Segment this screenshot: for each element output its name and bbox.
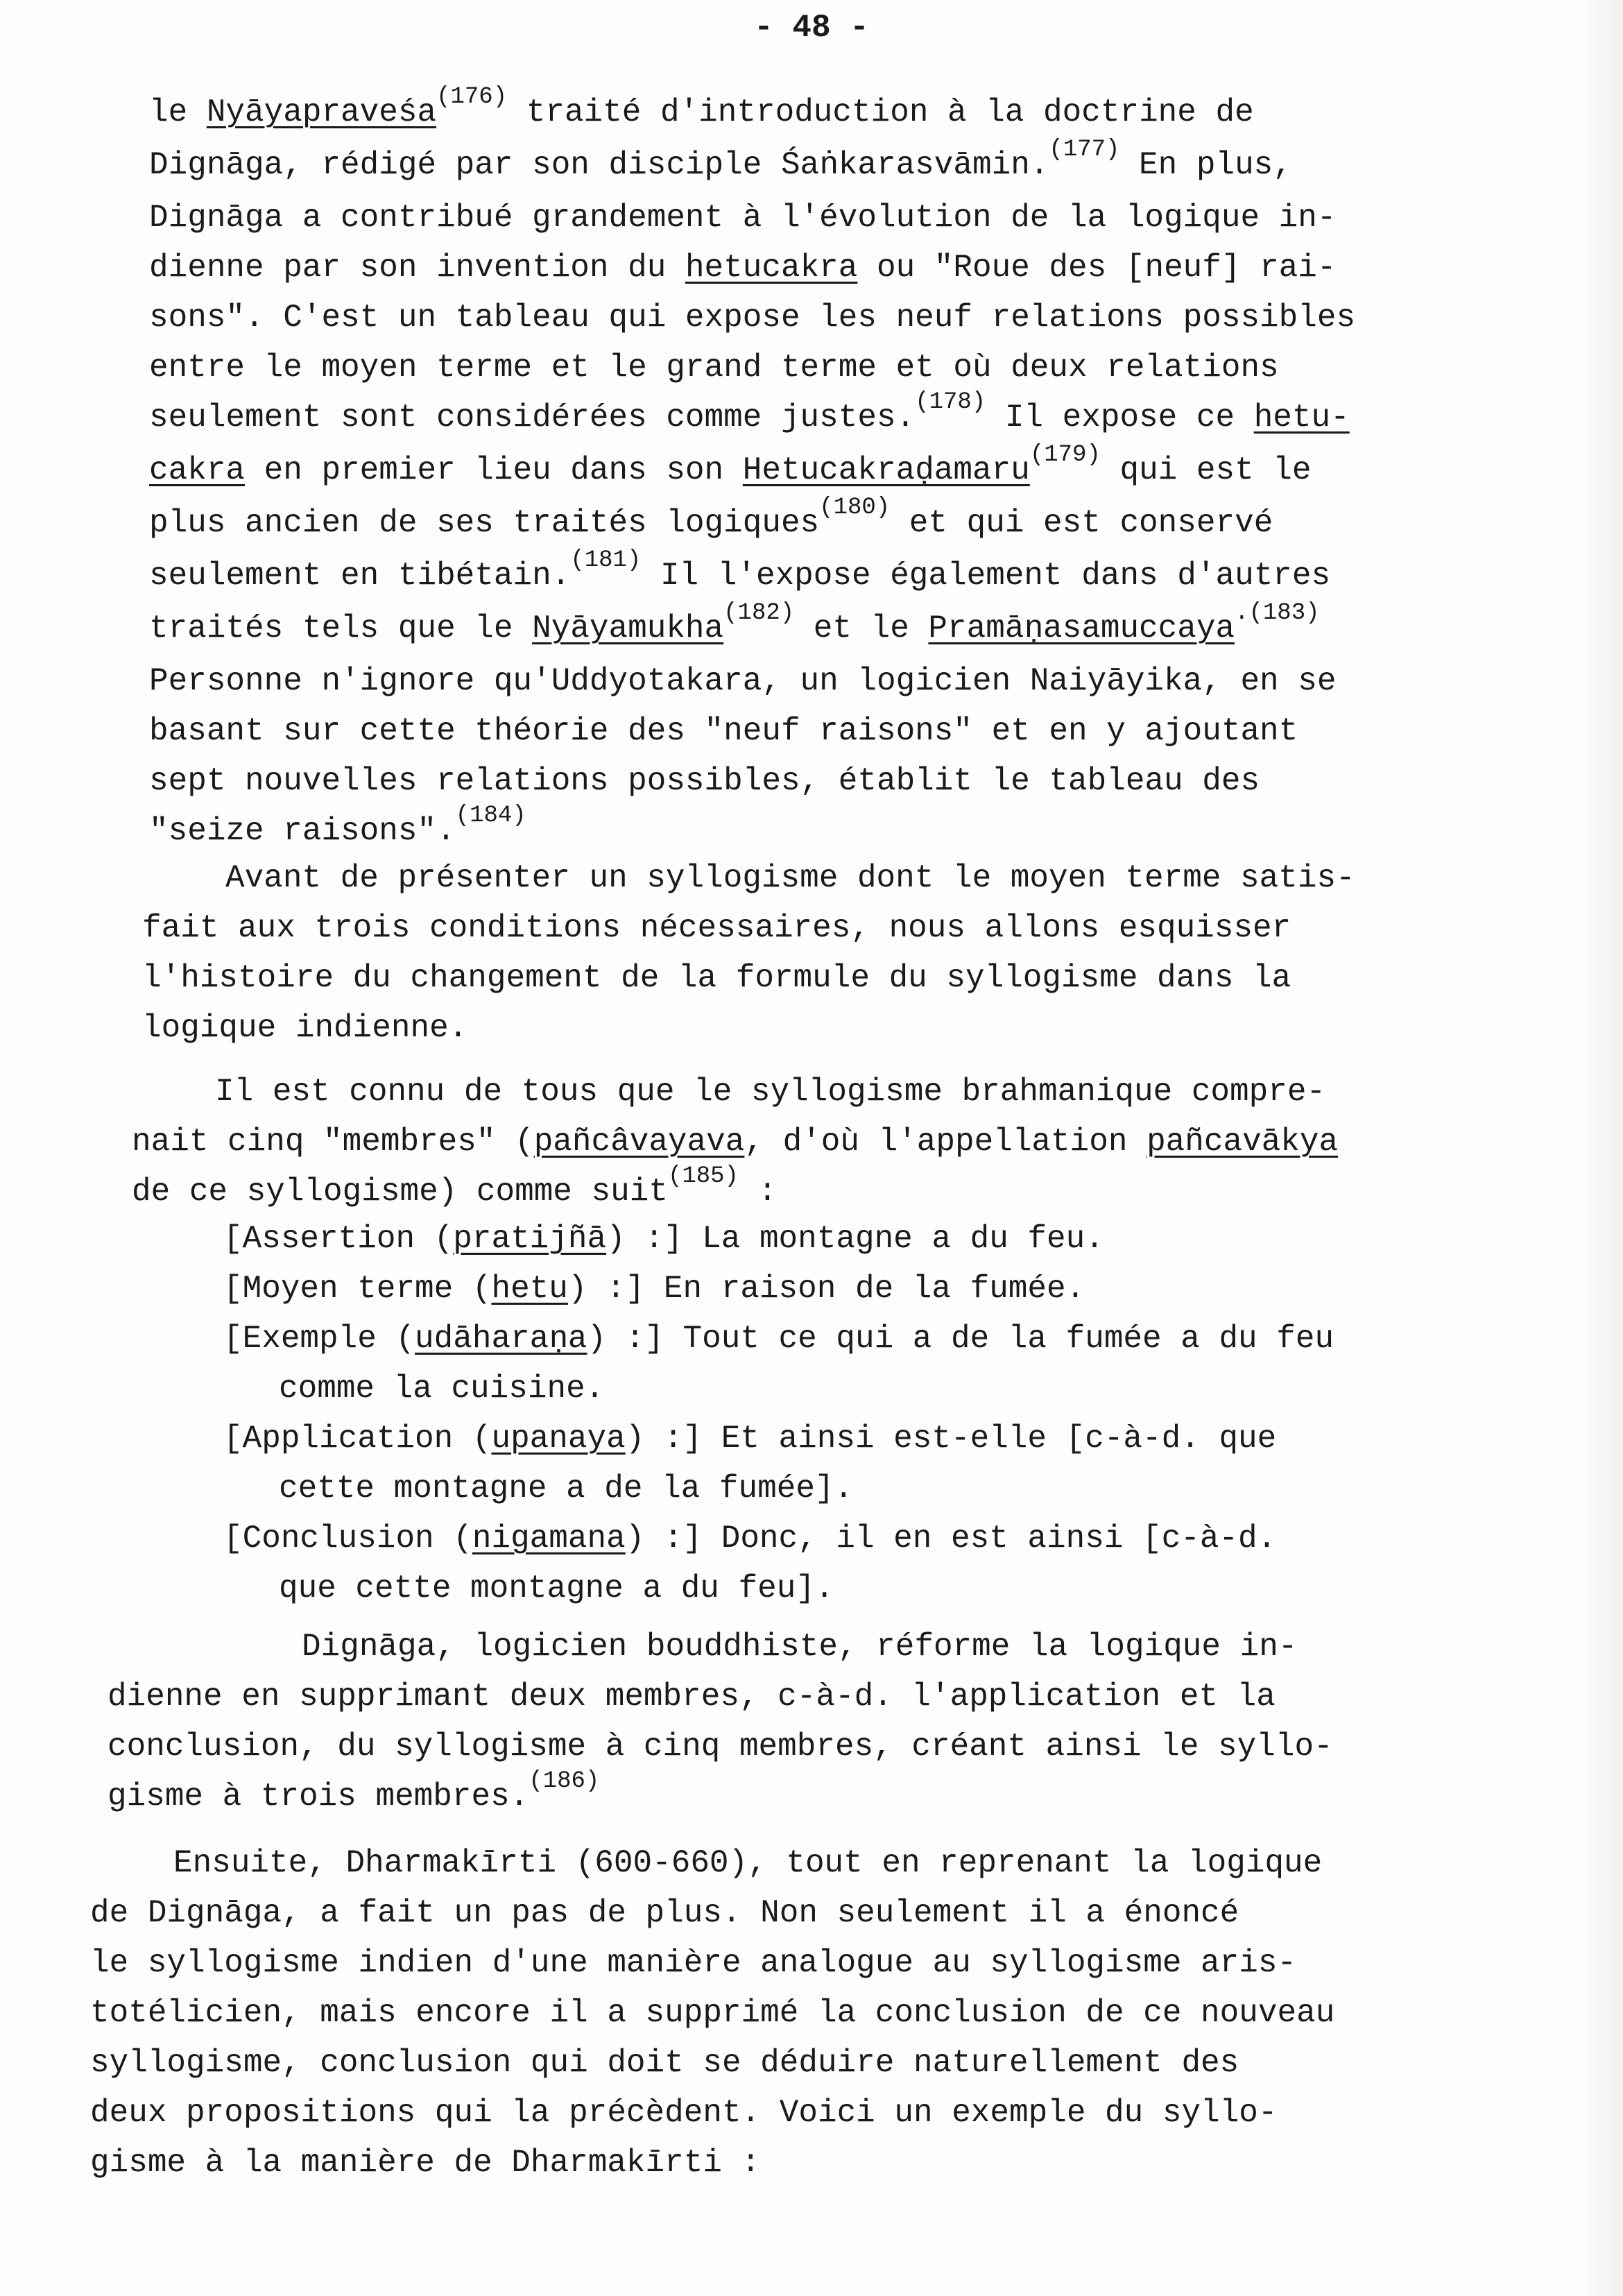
text-run: , d'où l'appellation — [744, 1124, 1147, 1160]
text-run: traité d'introduction à la doctrine de — [507, 94, 1254, 130]
text-run: Personne n'ignore qu'Uddyotakara, un logicien Naiyāyika, en se — [149, 663, 1337, 699]
sanskrit-term: hetu — [491, 1271, 568, 1307]
text-run: deux propositions qui la précèdent. Voici un exemple du syllo- — [90, 2095, 1278, 2131]
text-line — [149, 137, 1481, 193]
text-run: ou "Roue des [neuf] rai- — [857, 250, 1337, 286]
text-run: sons". C'est un tableau qui expose les neuf relations possibles — [149, 300, 1356, 336]
text-run: le — [149, 94, 207, 130]
paragraph-syllogism-history-intro — [142, 853, 1460, 1053]
text-line — [142, 1003, 1460, 1053]
sanskrit-term: upanaya — [491, 1421, 626, 1457]
text-line — [90, 2088, 1443, 2138]
text-run: qui est le — [1100, 452, 1312, 488]
footnote-ref: (180) — [819, 495, 891, 521]
sanskrit-term: pañcâvayava — [533, 1124, 745, 1160]
text-line — [149, 495, 1481, 551]
text-line — [149, 547, 1481, 603]
text-run: Dignāga a contribué grandement à l'évolution de la logique in- — [149, 200, 1337, 236]
text-line — [223, 1314, 1416, 1364]
text-line — [149, 389, 1481, 445]
footnote-ref: (184) — [455, 803, 526, 829]
paragraph-brahmanic-syllogism — [132, 1067, 1450, 1219]
text-line — [149, 84, 1481, 140]
text-run: ) :] En raison de la fumée. — [567, 1271, 1085, 1307]
text-run: Il l'expose également dans d'autres — [641, 558, 1331, 594]
text-run: [Conclusion ( — [223, 1520, 472, 1557]
text-line — [149, 706, 1481, 756]
text-line — [149, 343, 1481, 393]
text-run: cette montagne a de la fumée]. — [279, 1471, 854, 1507]
text-run: et qui est conservé — [890, 505, 1273, 541]
text-line — [90, 2038, 1443, 2088]
text-run: ) :] La montagne a du feu. — [606, 1221, 1104, 1257]
sanskrit-term: pañcavākya — [1147, 1124, 1339, 1160]
text-run: Ensuite, Dharmakīrti (600-660), tout en reprenant la logique — [173, 1845, 1323, 1881]
sanskrit-term: Pramāṇasamuccaya — [928, 610, 1235, 646]
text-run: Dignāga, logicien bouddhiste, réforme la logique in- — [302, 1629, 1298, 1665]
text-line — [223, 1264, 1416, 1314]
text-run: seulement en tibétain. — [149, 558, 571, 594]
footnote-ref: (178) — [915, 389, 986, 415]
footnote-ref: (177) — [1049, 137, 1120, 163]
footnote-ref: (186) — [529, 1768, 600, 1794]
paragraph-nyaya-hetucakra — [149, 84, 1481, 859]
text-run: : — [738, 1174, 778, 1210]
scan-edge-shadow — [1581, 0, 1623, 2296]
text-run: nait cinq "membres" ( — [132, 1124, 534, 1160]
text-line — [149, 756, 1481, 806]
text-run: logique indienne. — [142, 1010, 468, 1046]
text-line — [149, 193, 1481, 243]
sanskrit-term: nigamana — [472, 1520, 626, 1557]
text-line — [90, 1988, 1443, 2038]
footnote-ref: (181) — [570, 547, 642, 574]
text-run: que cette montagne a du feu]. — [279, 1570, 834, 1607]
text-run: comme la cuisine. — [279, 1371, 605, 1407]
text-run: ) :] Donc, il en est ainsi [c-à-d. — [625, 1520, 1277, 1557]
text-run: syllogisme, conclusion qui doit se déduire naturellement des — [90, 2045, 1239, 2081]
text-line — [132, 1163, 1450, 1219]
text-run: le syllogisme indien d'une manière analogue au syllogisme aris- — [90, 1945, 1297, 1981]
text-line — [132, 1117, 1450, 1167]
text-line — [149, 803, 1481, 859]
sanskrit-term: hetucakra — [685, 250, 858, 286]
text-line — [149, 243, 1481, 293]
text-line — [90, 1838, 1443, 1888]
text-line — [149, 600, 1481, 656]
text-run: gisme à la manière de Dharmakīrti : — [90, 2145, 761, 2181]
paragraph-dharmakirti — [90, 1838, 1443, 2188]
sanskrit-term: Nyāyamukha — [532, 610, 724, 646]
text-run: basant sur cette théorie des "neuf raisons" et en y ajoutant — [149, 713, 1298, 749]
sanskrit-term: pratijñā — [453, 1221, 607, 1257]
text-run: Il expose ce — [986, 400, 1254, 436]
text-line — [90, 1938, 1443, 1988]
text-run: [Application ( — [223, 1421, 492, 1457]
text-line — [108, 1622, 1425, 1672]
text-run: En plus, — [1119, 147, 1292, 183]
text-run: l'histoire du changement de la formule du syllogisme dans la — [142, 960, 1291, 996]
text-run: Avant de présenter un syllogisme dont le moyen terme satis- — [225, 860, 1355, 896]
text-line — [149, 293, 1481, 343]
text-line — [223, 1514, 1416, 1563]
text-run: sept nouvelles relations possibles, établit le tableau des — [149, 763, 1260, 799]
text-run: de ce syllogisme) comme suit — [132, 1174, 668, 1210]
footnote-ref: (185) — [667, 1163, 739, 1190]
text-line — [149, 442, 1481, 498]
text-run: en premier lieu dans son — [245, 452, 743, 488]
sanskrit-term: cakra — [149, 452, 246, 488]
text-line — [90, 1888, 1443, 1938]
text-run: traités tels que le — [149, 610, 533, 646]
text-line — [132, 1067, 1450, 1117]
text-line — [108, 1672, 1425, 1722]
text-run: de Dignāga, a fait un pas de plus. Non seulement il a énoncé — [90, 1895, 1239, 1931]
sanskrit-term: Nyāyapraveśa — [206, 94, 437, 130]
text-line — [90, 2138, 1443, 2188]
text-run: totélicien, mais encore il a supprimé la conclusion de ce nouveau — [90, 1995, 1335, 2031]
text-run: seulement sont considérées comme justes. — [149, 400, 916, 436]
text-line — [142, 903, 1460, 953]
text-run: [Assertion ( — [223, 1221, 454, 1257]
footnote-ref: (176) — [436, 84, 508, 110]
text-line — [108, 1722, 1425, 1772]
text-run: Il est connu de tous que le syllogisme brahmanique compre- — [215, 1074, 1326, 1110]
text-line — [149, 656, 1481, 706]
text-line — [142, 853, 1460, 903]
sanskrit-term: Hetucakraḍamaru — [742, 452, 1030, 488]
text-run: Dignāga, rédigé par son disciple Śaṅkarasvāmin. — [149, 147, 1049, 183]
footnote-ref: (179) — [1029, 442, 1101, 468]
text-run: conclusion, du syllogisme à cinq membres, créant ainsi le syllo- — [108, 1729, 1333, 1765]
text-run: [Exemple ( — [223, 1321, 415, 1357]
footnote-ref: (182) — [723, 600, 795, 626]
text-run: "seize raisons". — [149, 813, 456, 849]
text-run: et le — [794, 610, 929, 646]
sanskrit-term: udāharaṇa — [415, 1321, 587, 1357]
text-run: ) :] Tout ce qui a de la fumée a du feu — [587, 1321, 1334, 1357]
text-line — [108, 1768, 1425, 1824]
text-line — [223, 1563, 1416, 1613]
text-line — [142, 953, 1460, 1003]
text-run: dienne par son invention du — [149, 250, 685, 286]
page-number: - 48 - — [754, 10, 869, 46]
text-line — [223, 1364, 1416, 1414]
text-run: dienne en supprimant deux membres, c-à-d. l'application et la — [108, 1679, 1276, 1715]
text-run: fait aux trois conditions nécessaires, nous allons esquisser — [142, 910, 1291, 946]
sanskrit-term: hetu- — [1253, 400, 1350, 436]
paragraph-dignaga-reform — [108, 1622, 1425, 1824]
text-run: gisme à trois membres. — [108, 1779, 529, 1815]
five-members-example-list — [223, 1214, 1416, 1613]
text-run: [Moyen terme ( — [223, 1271, 492, 1307]
text-run: ) :] Et ainsi est-elle [c-à-d. que — [625, 1421, 1277, 1457]
text-line — [223, 1214, 1416, 1264]
text-line — [223, 1464, 1416, 1514]
footnote-ref: .(183) — [1235, 600, 1320, 626]
text-run: entre le moyen terme et le grand terme et où deux relations — [149, 350, 1279, 386]
text-line — [223, 1414, 1416, 1464]
text-run: plus ancien de ses traités logiques — [149, 505, 820, 541]
